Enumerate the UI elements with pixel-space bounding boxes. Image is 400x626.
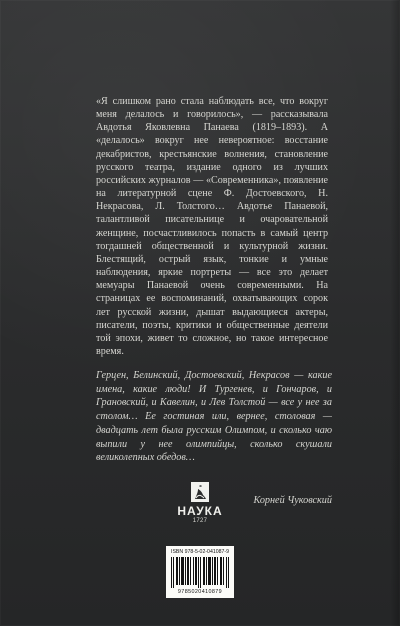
isbn-label: ISBN 978-5-02-041087-9: [171, 549, 229, 555]
cover-edge-shadow: [390, 0, 400, 626]
book-annotation: [96, 95, 328, 358]
quotation-block: [96, 369, 332, 506]
isbn-barcode: [166, 546, 234, 598]
publisher-logo-icon: [190, 481, 210, 503]
publisher-year: 1727: [192, 518, 208, 524]
barcode-bars: [171, 557, 229, 588]
publisher-logo: [176, 481, 224, 524]
barcode-number: 9785020410879: [177, 589, 223, 595]
publisher-name: НАУКА: [177, 504, 223, 518]
quotation-author: Корней Чуковский: [253, 495, 332, 506]
quotation-text: Герцен, Белинский, Достоевский, Некрасов — какие имена, какие люди! И Тургенев, и Гончаров, и Грановский, и Кавелин, и Лев Толстой — все у нее за столом… Ее гостиная или, вернее, столовая — двадцать лет была русским Олимпом, и сколько чаю выпили у нее олимпийцы, сколько скушали великолепных обедов…: [96, 370, 332, 464]
annotation-text: «Я слишком рано стала наблюдать все, что вокруг меня делалось и говорилось», — рассказывала Авдотья Яковлевна Панаева (1819–1893). А «делалось» вокруг нее невероятное: восстание декабристов, крестьянские волнения, становление русского театра, издание одного из лучших российских журналов — «Современника», появление на литературной сцене Ф. Достоевского, Н. Некрасова, Л. Толстого… Авдотье Панаевой, талантливой писательнице и очаровательной женщине, посчастливилось попасть в самый центр тогдашней общественной и культурной жизни. Блестящий, острый язык, тонкие и умные наблюдения, яркие портреты — все это делает мемуары Панаевой очень современными. На страницах ее воспоминаний, охватывающих сорок лет русской жизни, дышат выдающиеся актеры, писатели, поэты, критики и общественные деятели той эпохи, живет то сложное, но такое интересное время.: [96, 96, 328, 357]
